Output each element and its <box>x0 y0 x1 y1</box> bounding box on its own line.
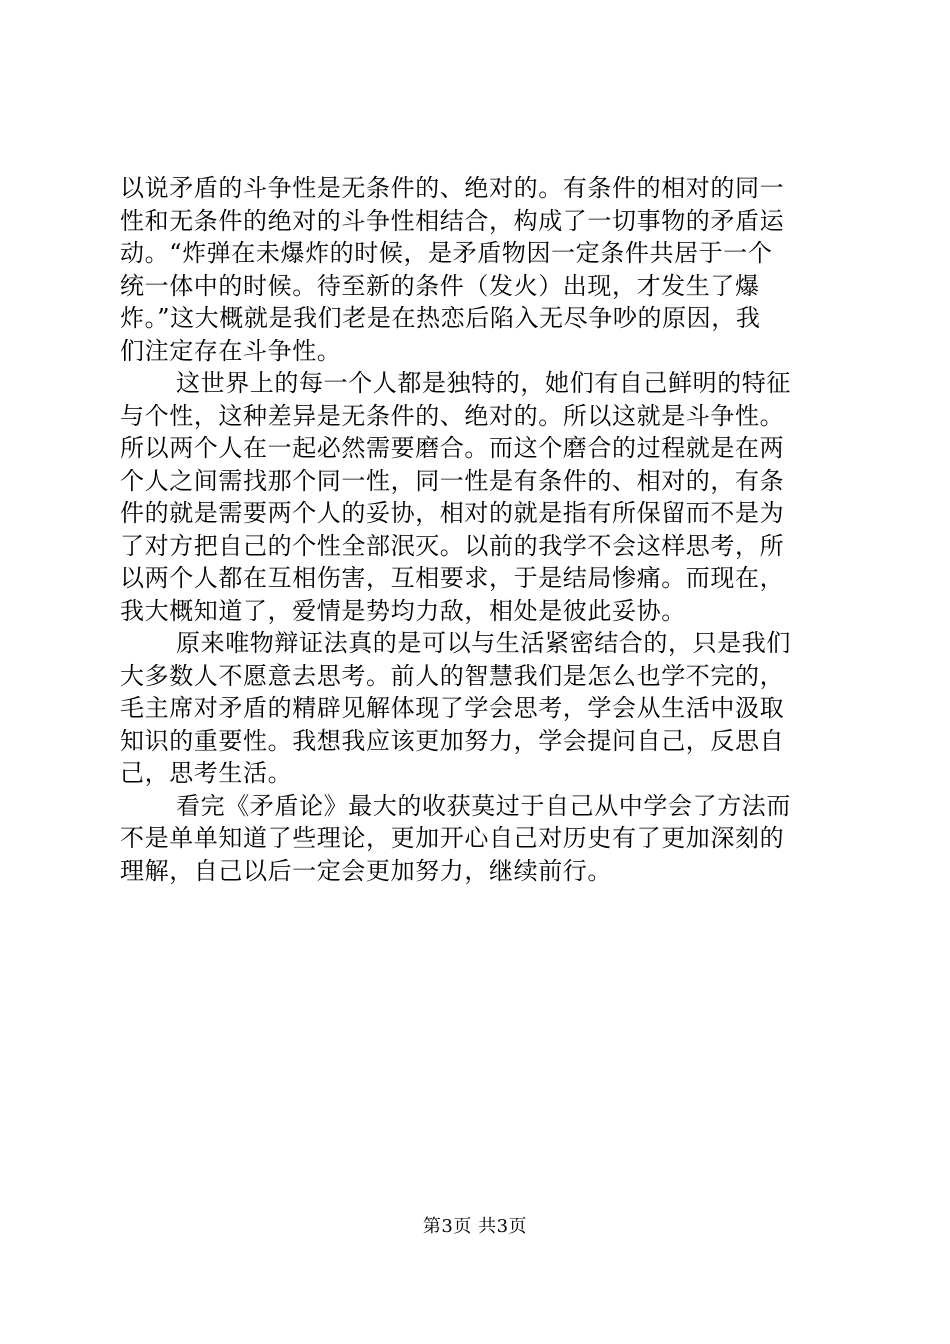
text-line: 我大概知道了，爱情是势均力敌，相处是彼此妥协。 <box>120 596 686 625</box>
text-line: 个人之间需找那个同一性，同一性是有条件的、相对的，有条 <box>120 466 785 495</box>
text-line: 大多数人不愿意去思考。前人的智慧我们是怎么也学不完的， <box>120 661 785 690</box>
text-line: 了对方把自己的个性全部泯灭。以前的我学不会这样思考，所 <box>120 531 785 560</box>
text-line: 理解，自己以后一定会更加努力，继续前行。 <box>120 856 612 885</box>
text-line: 炸。”这大概就是我们老是在热恋后陷入无尽争吵的原因，我 <box>120 304 761 332</box>
paragraph <box>120 627 832 790</box>
text-line: 毛主席对矛盾的精辟见解体现了学会思考，学会从生活中汲取 <box>120 694 785 722</box>
text-line: 以两个人都在互相伤害，互相要求，于是结局惨痛。而现在， <box>120 564 785 592</box>
text-line: 看完《矛盾论》最大的收获莫过于自己从中学会了方法而 <box>176 791 791 820</box>
text-line: 件的就是需要两个人的妥协，相对的就是指有所保留而不是为 <box>120 499 785 527</box>
text-line: 不是单单知道了些理论，更加开心自己对历史有了更加深刻的 <box>120 824 785 852</box>
text-line: 知识的重要性。我想我应该更加努力，学会提问自己，反思自 <box>120 726 785 755</box>
text-line: 性和无条件的绝对的斗争性相结合，构成了一切事物的矛盾运 <box>120 206 785 235</box>
text-line: 动。“炸弹在未爆炸的时候，是矛盾物因一定条件共居于一个 <box>120 239 773 267</box>
paragraph <box>120 367 832 627</box>
document-body <box>120 172 832 887</box>
text-line: 以说矛盾的斗争性是无条件的、绝对的。有条件的相对的同一 <box>120 174 785 202</box>
page-number: 第3页 共3页 <box>422 1216 528 1237</box>
paragraph <box>120 790 832 888</box>
text-line: 己，思考生活。 <box>120 759 293 787</box>
text-line: 这世界上的每一个人都是独特的，她们有自己鲜明的特征 <box>176 369 791 397</box>
text-line: 们注定存在斗争性。 <box>120 336 342 365</box>
text-line: 统一体中的时候。待至新的条件（发火）出现，才发生了爆 <box>120 271 760 300</box>
text-line: 所以两个人在一起必然需要磨合。而这个磨合的过程就是在两 <box>120 434 785 462</box>
paragraph <box>120 172 832 367</box>
text-line: 与个性，这种差异是无条件的、绝对的。所以这就是斗争性。 <box>120 401 785 430</box>
page-footer <box>0 1215 950 1239</box>
text-line: 原来唯物辩证法真的是可以与生活紧密结合的，只是我们 <box>176 629 791 657</box>
